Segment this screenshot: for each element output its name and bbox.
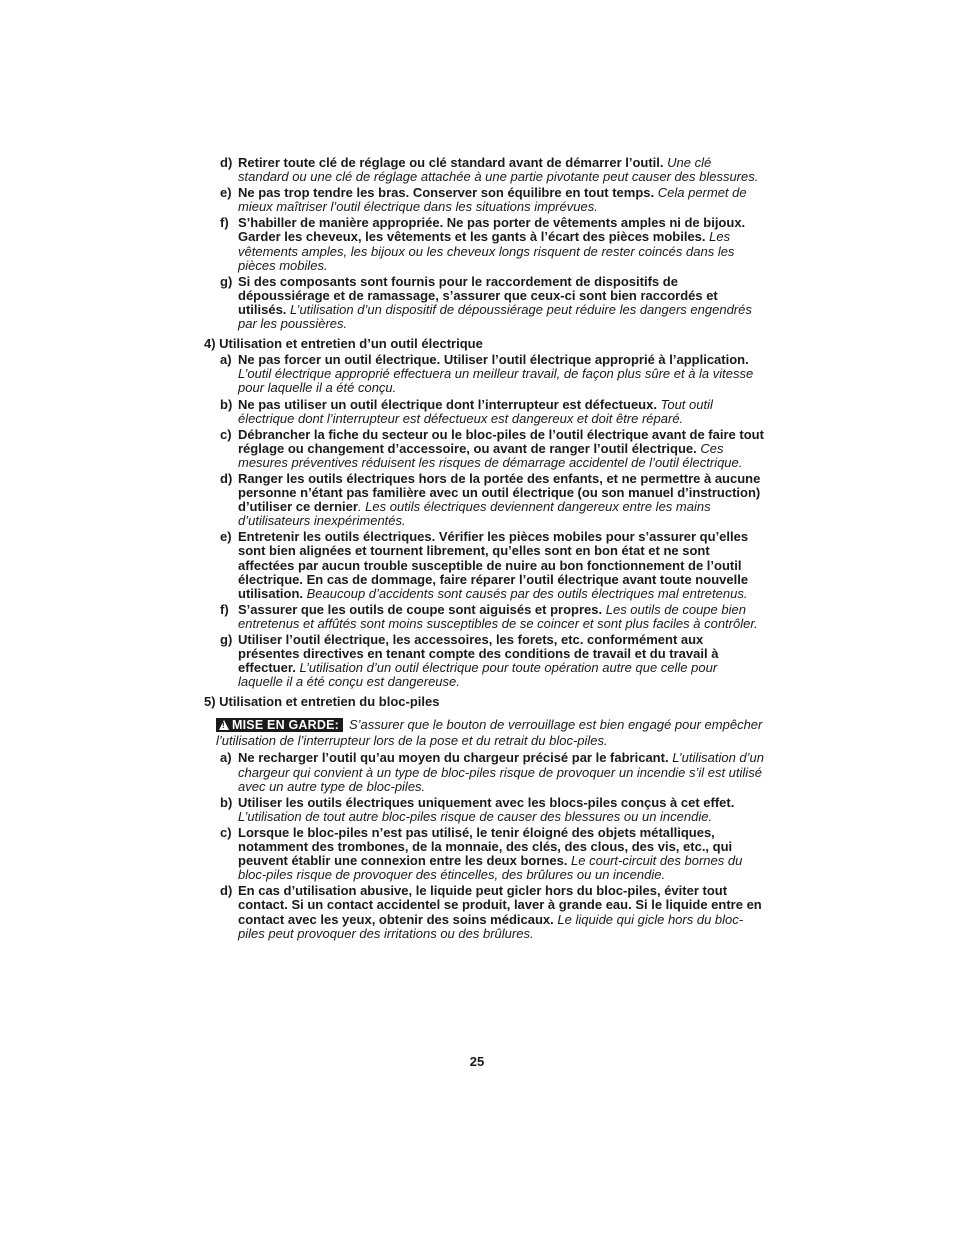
item-instruction: Ne pas forcer un outil électrique. Utiliser l’outil électrique approprié à l’application. [238,352,749,368]
list-item [204,633,764,689]
item-explanation: L’outil électrique approprié effectuera un meilleur travail, de façon plus sûre et à la vitesse pour laquelle il a été conçu. [238,366,754,396]
item-explanation: Le liquide qui gicle hors du bloc-piles peut provoquer des irritations ou des brûlures. [238,911,744,941]
item-instruction: En cas d’utilisation abusive, le liquide peut gicler hors du bloc-piles, éviter tout contact. Si un contact accidentel se produit, laver à grande eau. Si le liquide entre en contact avec les yeux, obtenir des soins médicaux. [238,883,762,927]
item-label: e) [220,529,232,545]
list-item [204,796,764,824]
list-item [204,884,764,940]
item-explanation: Les vêtements amples, les bijoux ou les cheveux longs risquent de rester coincés dans les pièces mobiles. [238,229,735,273]
item-explanation: Les outils de coupe bien entretenus et affûtés sont moins susceptibles de se coincer et sont plus faciles à contrôler. [238,601,758,631]
item-explanation: Une clé standard ou une clé de réglage attachée à une partie pivotante peut causer des blessures. [238,155,759,185]
warning-triangle-icon [219,720,229,730]
list-item [204,186,764,214]
item-explanation: Ces mesures préventives réduisent les risques de démarrage accidentel de l’outil électrique. [238,440,743,470]
item-explanation: Cela permet de mieux maîtriser l’outil électrique dans les situations imprévues. [238,185,747,215]
item-explanation: . Les outils électriques deviennent dangereux entre les mains d’utilisateurs inexpérimentés. [238,499,711,529]
item-instruction: Retirer toute clé de réglage ou clé standard avant de démarrer l’outil. [238,155,664,170]
item-instruction: Lorsque le bloc-piles n’est pas utilisé, le tenir éloigné des objets métalliques, notamment des trombones, de la monnaie, des clés, des clous, des vis, etc., qui peuvent établir une connexion entre les deux bornes. [238,824,733,869]
list-item [204,751,764,793]
item-instruction: S’assurer que les outils de coupe sont aiguisés et propres. [238,601,603,617]
item-label: c) [220,426,232,442]
item-instruction: S’habiller de manière appropriée. Ne pas porter de vêtements amples ni de bijoux. Garder les cheveux, les vêtements et les gants à l’écart des pièces mobiles. [238,215,746,245]
item-instruction: Utiliser l’outil électrique, les accessoires, les forets, etc. conformément aux présentes directives en tenant compte des conditions de travail et du travail à effectuer. [238,632,719,676]
item-explanation: L’utilisation d’un dispositif de dépoussiérage peut réduire les dangers engendrés par les poussières. [238,301,752,332]
item-label: g) [220,273,233,289]
list-item [204,826,764,882]
item-label: a) [220,352,232,368]
page-content [204,156,764,943]
item-label: c) [220,824,232,840]
item-instruction: Ne recharger l’outil qu’au moyen du chargeur précisé par le fabricant. [238,750,669,766]
item-explanation: Beaucoup d’accidents sont causés par des outils électriques mal entretenus. [306,585,748,601]
item-explanation: L’utilisation de tout autre bloc-piles risque de causer des blessures ou un incendie. [238,808,713,824]
list-item [204,428,764,470]
item-label: g) [220,632,233,647]
item-instruction: Utiliser les outils électriques uniquement avec les blocs-piles conçus à cet effet. [238,794,735,810]
item-label: d) [220,155,233,170]
list-item [204,530,764,600]
item-instruction: Entretenir les outils électriques. Vérifier les pièces mobiles pour s’assurer qu’elles sont bien alignées et tournent librement, qu’elles sont en bon état et ne sont affectées par aucun trouble susceptible de nuire au bon fonctionnement de l’outil électrique. En cas de dommage, faire réparer l’outil électrique avant toute nouvelle utilisation. [238,529,749,601]
item-label: a) [220,750,232,766]
item-explanation: L’utilisation d’un outil électrique pour toute opération autre que celle pour laquelle il a été conçu est dangereuse. [238,660,718,690]
item-label: d) [220,470,233,486]
list-item [204,472,764,528]
list-item [204,275,764,331]
list-item [204,216,764,272]
item-explanation: L’utilisation d’un chargeur qui convient à un type de bloc-piles risque de provoquer un incendie s’il est utilisé avec un autre type de bloc-piles. [238,750,764,794]
item-label: d) [220,883,233,899]
warning-text: S’assurer que le bouton de verrouillage est bien engagé pour empêcher l’utilisation de l’interrupteur lors de la pose et du retrait du bloc-piles. [216,717,763,748]
warning-badge [216,718,343,732]
list-item [204,603,764,631]
item-instruction: Débrancher la fiche du secteur ou le bloc-piles de l’outil électrique avant de faire tout réglage ou changement d’accessoire, ou avant de ranger l’outil électrique. [238,426,764,456]
item-label: f) [220,601,229,617]
warning-badge-label: MISE EN GARDE: [232,718,339,733]
item-instruction: Ne pas utiliser un outil électrique dont l’interrupteur est défectueux. [238,396,657,412]
item-label: b) [220,396,233,412]
item-instruction: Ranger les outils électriques hors de la portée des enfants, et ne permettre à aucune personne n’étant pas familière avec un outil électrique (ou son manuel d’instruction) d’utiliser ce dernier [238,470,761,515]
item-explanation: Le court-circuit des bornes du bloc-piles risque de provoquer des étincelles, des brûlures ou un incendie. [238,853,743,883]
item-label: f) [220,215,229,231]
section-heading: 4) Utilisation et entretien d’un outil électrique [204,336,483,352]
list-item [204,398,764,426]
item-explanation: Tout outil électrique dont l’interrupteur est défectueux est dangereux et doit être réparé. [238,396,713,426]
item-label: e) [220,185,232,201]
item-label: b) [220,794,233,810]
item-instruction: Si des composants sont fournis pour le raccordement de dispositifs de dépoussiérage et de ramassage, s’assurer que ceux-ci sont bien raccordés et utilisés. [238,273,718,317]
list-item [204,353,764,395]
item-instruction: Ne pas trop tendre les bras. Conserver son équilibre en tout temps. [238,185,655,201]
page-number: 25 [469,1054,485,1069]
list-item [204,156,764,184]
section-heading: 5) Utilisation et entretien du bloc-piles [204,694,440,710]
warning-notice [216,717,764,748]
